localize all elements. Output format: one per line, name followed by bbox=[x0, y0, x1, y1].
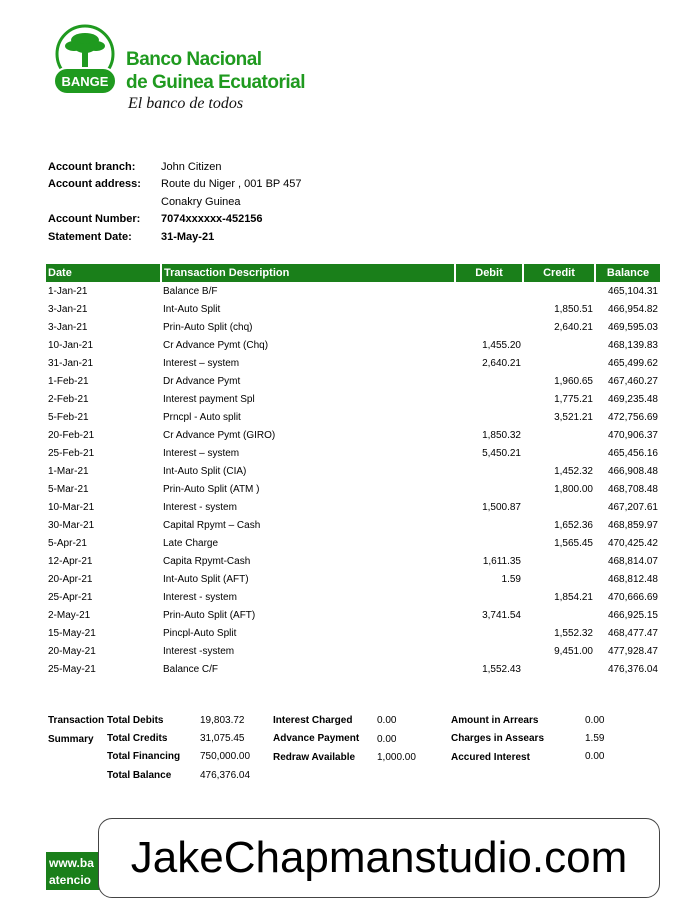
address-label: Account address: bbox=[48, 178, 141, 191]
row-date: 3-Jan-21 bbox=[48, 303, 88, 315]
branch-value: John Citizen bbox=[161, 160, 222, 173]
row-description: Prin-Auto Split (ATM ) bbox=[163, 483, 260, 495]
transactions-body bbox=[46, 282, 660, 678]
row-credit bbox=[523, 426, 595, 444]
row-description: Prncpl - Auto split bbox=[163, 411, 241, 423]
row-debit bbox=[455, 372, 523, 390]
row-debit bbox=[455, 534, 523, 552]
row-debit: 1,611.35 bbox=[482, 555, 521, 567]
row-description: Interest - system bbox=[163, 501, 237, 513]
row-date: 30-Mar-21 bbox=[48, 519, 95, 531]
row-credit bbox=[523, 282, 595, 300]
footer-line2: atencio bbox=[49, 873, 92, 887]
bank-name-line2: de Guinea Ecuatorial bbox=[126, 72, 305, 93]
row-balance: 468,139.83 bbox=[607, 339, 658, 351]
row-credit: 1,452.32 bbox=[554, 465, 593, 477]
bank-logo bbox=[50, 24, 120, 99]
summary-title-line1: Transaction bbox=[48, 715, 105, 726]
row-debit bbox=[455, 282, 523, 300]
row-credit: 1,552.32 bbox=[554, 627, 593, 639]
row-date: 1-Jan-21 bbox=[48, 285, 88, 297]
row-credit bbox=[523, 660, 595, 678]
bank-slogan: El banco de todos bbox=[128, 95, 244, 112]
row-description: Prin-Auto Split (AFT) bbox=[163, 609, 256, 621]
row-credit: 3,521.21 bbox=[554, 411, 593, 423]
row-balance: 465,104.31 bbox=[607, 285, 658, 297]
row-credit bbox=[523, 570, 595, 588]
table-row bbox=[46, 372, 660, 390]
table-row bbox=[46, 534, 660, 552]
table-row bbox=[46, 336, 660, 354]
table-row bbox=[46, 642, 660, 660]
row-description: Pincpl-Auto Split bbox=[163, 627, 237, 639]
total-debits-value: 19,803.72 bbox=[200, 715, 245, 726]
charges-in-arrears-value: 1.59 bbox=[585, 733, 605, 744]
row-date: 5-Feb-21 bbox=[48, 411, 89, 423]
row-debit: 1.59 bbox=[501, 573, 521, 585]
header-debit: Debit bbox=[455, 264, 523, 282]
interest-charged-label: Interest Charged bbox=[273, 715, 353, 726]
row-description: Cr Advance Pymt (Chq) bbox=[163, 339, 269, 351]
row-balance: 468,812.48 bbox=[607, 573, 658, 585]
table-row bbox=[46, 606, 660, 624]
table-row bbox=[46, 480, 660, 498]
row-credit: 1,652.36 bbox=[554, 519, 593, 531]
summary-title-line2: Summary bbox=[48, 734, 94, 745]
row-balance: 466,925.15 bbox=[607, 609, 658, 621]
row-date: 15-May-21 bbox=[48, 627, 96, 639]
footer-line1: www.ba bbox=[49, 856, 94, 870]
row-debit: 1,850.32 bbox=[482, 429, 521, 441]
table-row bbox=[46, 300, 660, 318]
account-number-label: Account Number: bbox=[48, 213, 141, 226]
row-balance: 468,814.07 bbox=[607, 555, 658, 567]
row-date: 3-Jan-21 bbox=[48, 321, 88, 333]
row-date: 25-May-21 bbox=[48, 663, 96, 675]
row-date: 2-Feb-21 bbox=[48, 393, 89, 405]
footer-contact bbox=[46, 852, 106, 890]
row-description: Interest – system bbox=[163, 447, 240, 459]
row-credit bbox=[523, 354, 595, 372]
row-balance: 469,235.48 bbox=[607, 393, 658, 405]
address-line2: Conakry Guinea bbox=[161, 195, 241, 208]
accured-interest-label: Accured Interest bbox=[451, 752, 530, 763]
row-credit: 1,854.21 bbox=[554, 591, 593, 603]
row-balance: 466,954.82 bbox=[607, 303, 658, 315]
header-balance: Balance bbox=[595, 264, 660, 282]
row-balance: 470,425.42 bbox=[607, 537, 658, 549]
total-balance-label: Total Balance bbox=[107, 770, 172, 781]
row-date: 10-Jan-21 bbox=[48, 339, 94, 351]
table-row bbox=[46, 660, 660, 678]
row-credit: 9,451.00 bbox=[554, 645, 593, 657]
row-description: Capital Rpymt – Cash bbox=[163, 519, 261, 531]
row-description: Interest – system bbox=[163, 357, 240, 369]
row-balance: 472,756.69 bbox=[607, 411, 658, 423]
row-debit: 3,741.54 bbox=[482, 609, 521, 621]
table-row bbox=[46, 282, 660, 300]
table-row bbox=[46, 624, 660, 642]
table-row bbox=[46, 408, 660, 426]
row-balance: 465,499.62 bbox=[607, 357, 658, 369]
amount-in-arrears-label: Amount in Arrears bbox=[451, 715, 539, 726]
row-description: Interest -system bbox=[163, 645, 235, 657]
table-row bbox=[46, 588, 660, 606]
total-debits-label: Total Debits bbox=[107, 715, 164, 726]
row-balance: 470,666.69 bbox=[607, 591, 658, 603]
header-description: Transaction Description bbox=[161, 264, 455, 282]
interest-charged-value: 0.00 bbox=[377, 715, 397, 726]
row-credit: 1,565.45 bbox=[554, 537, 593, 549]
total-financing-label: Total Financing bbox=[107, 751, 181, 762]
row-date: 25-Apr-21 bbox=[48, 591, 93, 603]
row-description: Capita Rpymt-Cash bbox=[163, 555, 251, 567]
table-row bbox=[46, 462, 660, 480]
row-date: 1-Mar-21 bbox=[48, 465, 89, 477]
row-debit bbox=[455, 462, 523, 480]
row-credit: 1,960.65 bbox=[554, 375, 593, 387]
row-date: 20-Apr-21 bbox=[48, 573, 93, 585]
table-row bbox=[46, 516, 660, 534]
account-info bbox=[48, 158, 301, 246]
statement-date-value: 31-May-21 bbox=[161, 230, 215, 243]
row-balance: 468,859.97 bbox=[607, 519, 658, 531]
table-row bbox=[46, 354, 660, 372]
row-debit bbox=[455, 318, 523, 336]
row-credit bbox=[523, 336, 595, 354]
advance-payment-value: 0.00 bbox=[377, 734, 397, 745]
row-date: 25-Feb-21 bbox=[48, 447, 95, 459]
total-credits-label: Total Credits bbox=[107, 733, 168, 744]
row-debit: 2,640.21 bbox=[482, 357, 521, 369]
header-date: Date bbox=[46, 264, 161, 282]
row-debit bbox=[455, 642, 523, 660]
row-debit bbox=[455, 516, 523, 534]
row-balance: 469,595.03 bbox=[607, 321, 658, 333]
row-description: Interest - system bbox=[163, 591, 237, 603]
row-description: Interest payment Spl bbox=[163, 393, 255, 405]
redraw-available-label: Redraw Available bbox=[273, 752, 356, 763]
bank-name bbox=[126, 48, 305, 94]
row-credit: 1,775.21 bbox=[554, 393, 593, 405]
row-credit: 1,850.51 bbox=[554, 303, 593, 315]
row-date: 10-Mar-21 bbox=[48, 501, 95, 513]
row-description: Balance C/F bbox=[163, 663, 219, 675]
row-debit bbox=[455, 480, 523, 498]
row-balance: 465,456.16 bbox=[607, 447, 658, 459]
total-financing-value: 750,000.00 bbox=[200, 751, 251, 762]
row-description: Int-Auto Split (CIA) bbox=[163, 465, 247, 477]
amount-in-arrears-value: 0.00 bbox=[585, 715, 605, 726]
table-row bbox=[46, 570, 660, 588]
table-row bbox=[46, 498, 660, 516]
row-credit: 2,640.21 bbox=[554, 321, 593, 333]
row-date: 31-Jan-21 bbox=[48, 357, 94, 369]
row-credit bbox=[523, 498, 595, 516]
row-date: 12-Apr-21 bbox=[48, 555, 93, 567]
row-credit bbox=[523, 606, 595, 624]
branch-label: Account branch: bbox=[48, 160, 136, 173]
row-debit: 1,552.43 bbox=[482, 663, 521, 675]
row-debit: 5,450.21 bbox=[482, 447, 521, 459]
row-date: 5-Mar-21 bbox=[48, 483, 89, 495]
row-description: Int-Auto Split (AFT) bbox=[163, 573, 249, 585]
logo-text: BANGE bbox=[61, 74, 109, 89]
row-description: Prin-Auto Split (chq) bbox=[163, 321, 253, 333]
row-balance: 470,906.37 bbox=[607, 429, 658, 441]
statement-date-label: Statement Date: bbox=[48, 230, 132, 243]
table-header-row bbox=[46, 264, 660, 282]
bank-name-line1: Banco Nacional bbox=[126, 49, 262, 70]
total-credits-value: 31,075.45 bbox=[200, 733, 245, 744]
table-row bbox=[46, 552, 660, 570]
table-row bbox=[46, 426, 660, 444]
row-balance: 467,207.61 bbox=[607, 501, 658, 513]
row-debit bbox=[455, 624, 523, 642]
row-debit: 1,455.20 bbox=[482, 339, 521, 351]
row-credit bbox=[523, 444, 595, 462]
row-description: Int-Auto Split bbox=[163, 303, 221, 315]
row-balance: 467,460.27 bbox=[607, 375, 658, 387]
row-debit bbox=[455, 300, 523, 318]
redraw-available-value: 1,000.00 bbox=[377, 752, 416, 763]
row-date: 2-May-21 bbox=[48, 609, 91, 621]
accured-interest-value: 0.00 bbox=[585, 751, 605, 762]
charges-in-arrears-label: Charges in Assears bbox=[451, 733, 545, 744]
row-description: Cr Advance Pymt (GIRO) bbox=[163, 429, 276, 441]
table-row bbox=[46, 318, 660, 336]
address-line1: Route du Niger , 001 BP 457 bbox=[161, 178, 302, 191]
row-date: 20-Feb-21 bbox=[48, 429, 95, 441]
row-balance: 468,477.47 bbox=[607, 627, 658, 639]
advance-payment-label: Advance Payment bbox=[273, 733, 360, 744]
table-row bbox=[46, 444, 660, 462]
row-credit: 1,800.00 bbox=[554, 483, 593, 495]
row-date: 5-Apr-21 bbox=[48, 537, 87, 549]
watermark-banner: JakeChapmanstudio.com bbox=[98, 818, 660, 898]
total-balance-value: 476,376.04 bbox=[200, 770, 251, 781]
account-number-value: 7074xxxxxx-452156 bbox=[161, 213, 263, 226]
row-debit: 1,500.87 bbox=[482, 501, 521, 513]
row-balance: 476,376.04 bbox=[607, 663, 658, 675]
row-balance: 468,708.48 bbox=[607, 483, 658, 495]
row-description: Dr Advance Pymt bbox=[163, 375, 241, 387]
row-credit bbox=[523, 552, 595, 570]
row-description: Late Charge bbox=[163, 537, 219, 549]
row-debit bbox=[455, 588, 523, 606]
row-balance: 466,908.48 bbox=[607, 465, 658, 477]
row-debit bbox=[455, 390, 523, 408]
row-date: 1-Feb-21 bbox=[48, 375, 89, 387]
table-row bbox=[46, 390, 660, 408]
row-debit bbox=[455, 408, 523, 426]
transactions-table bbox=[46, 264, 660, 678]
row-description: Balance B/F bbox=[163, 285, 218, 297]
header-credit: Credit bbox=[523, 264, 595, 282]
row-date: 20-May-21 bbox=[48, 645, 96, 657]
row-balance: 477,928.47 bbox=[607, 645, 658, 657]
